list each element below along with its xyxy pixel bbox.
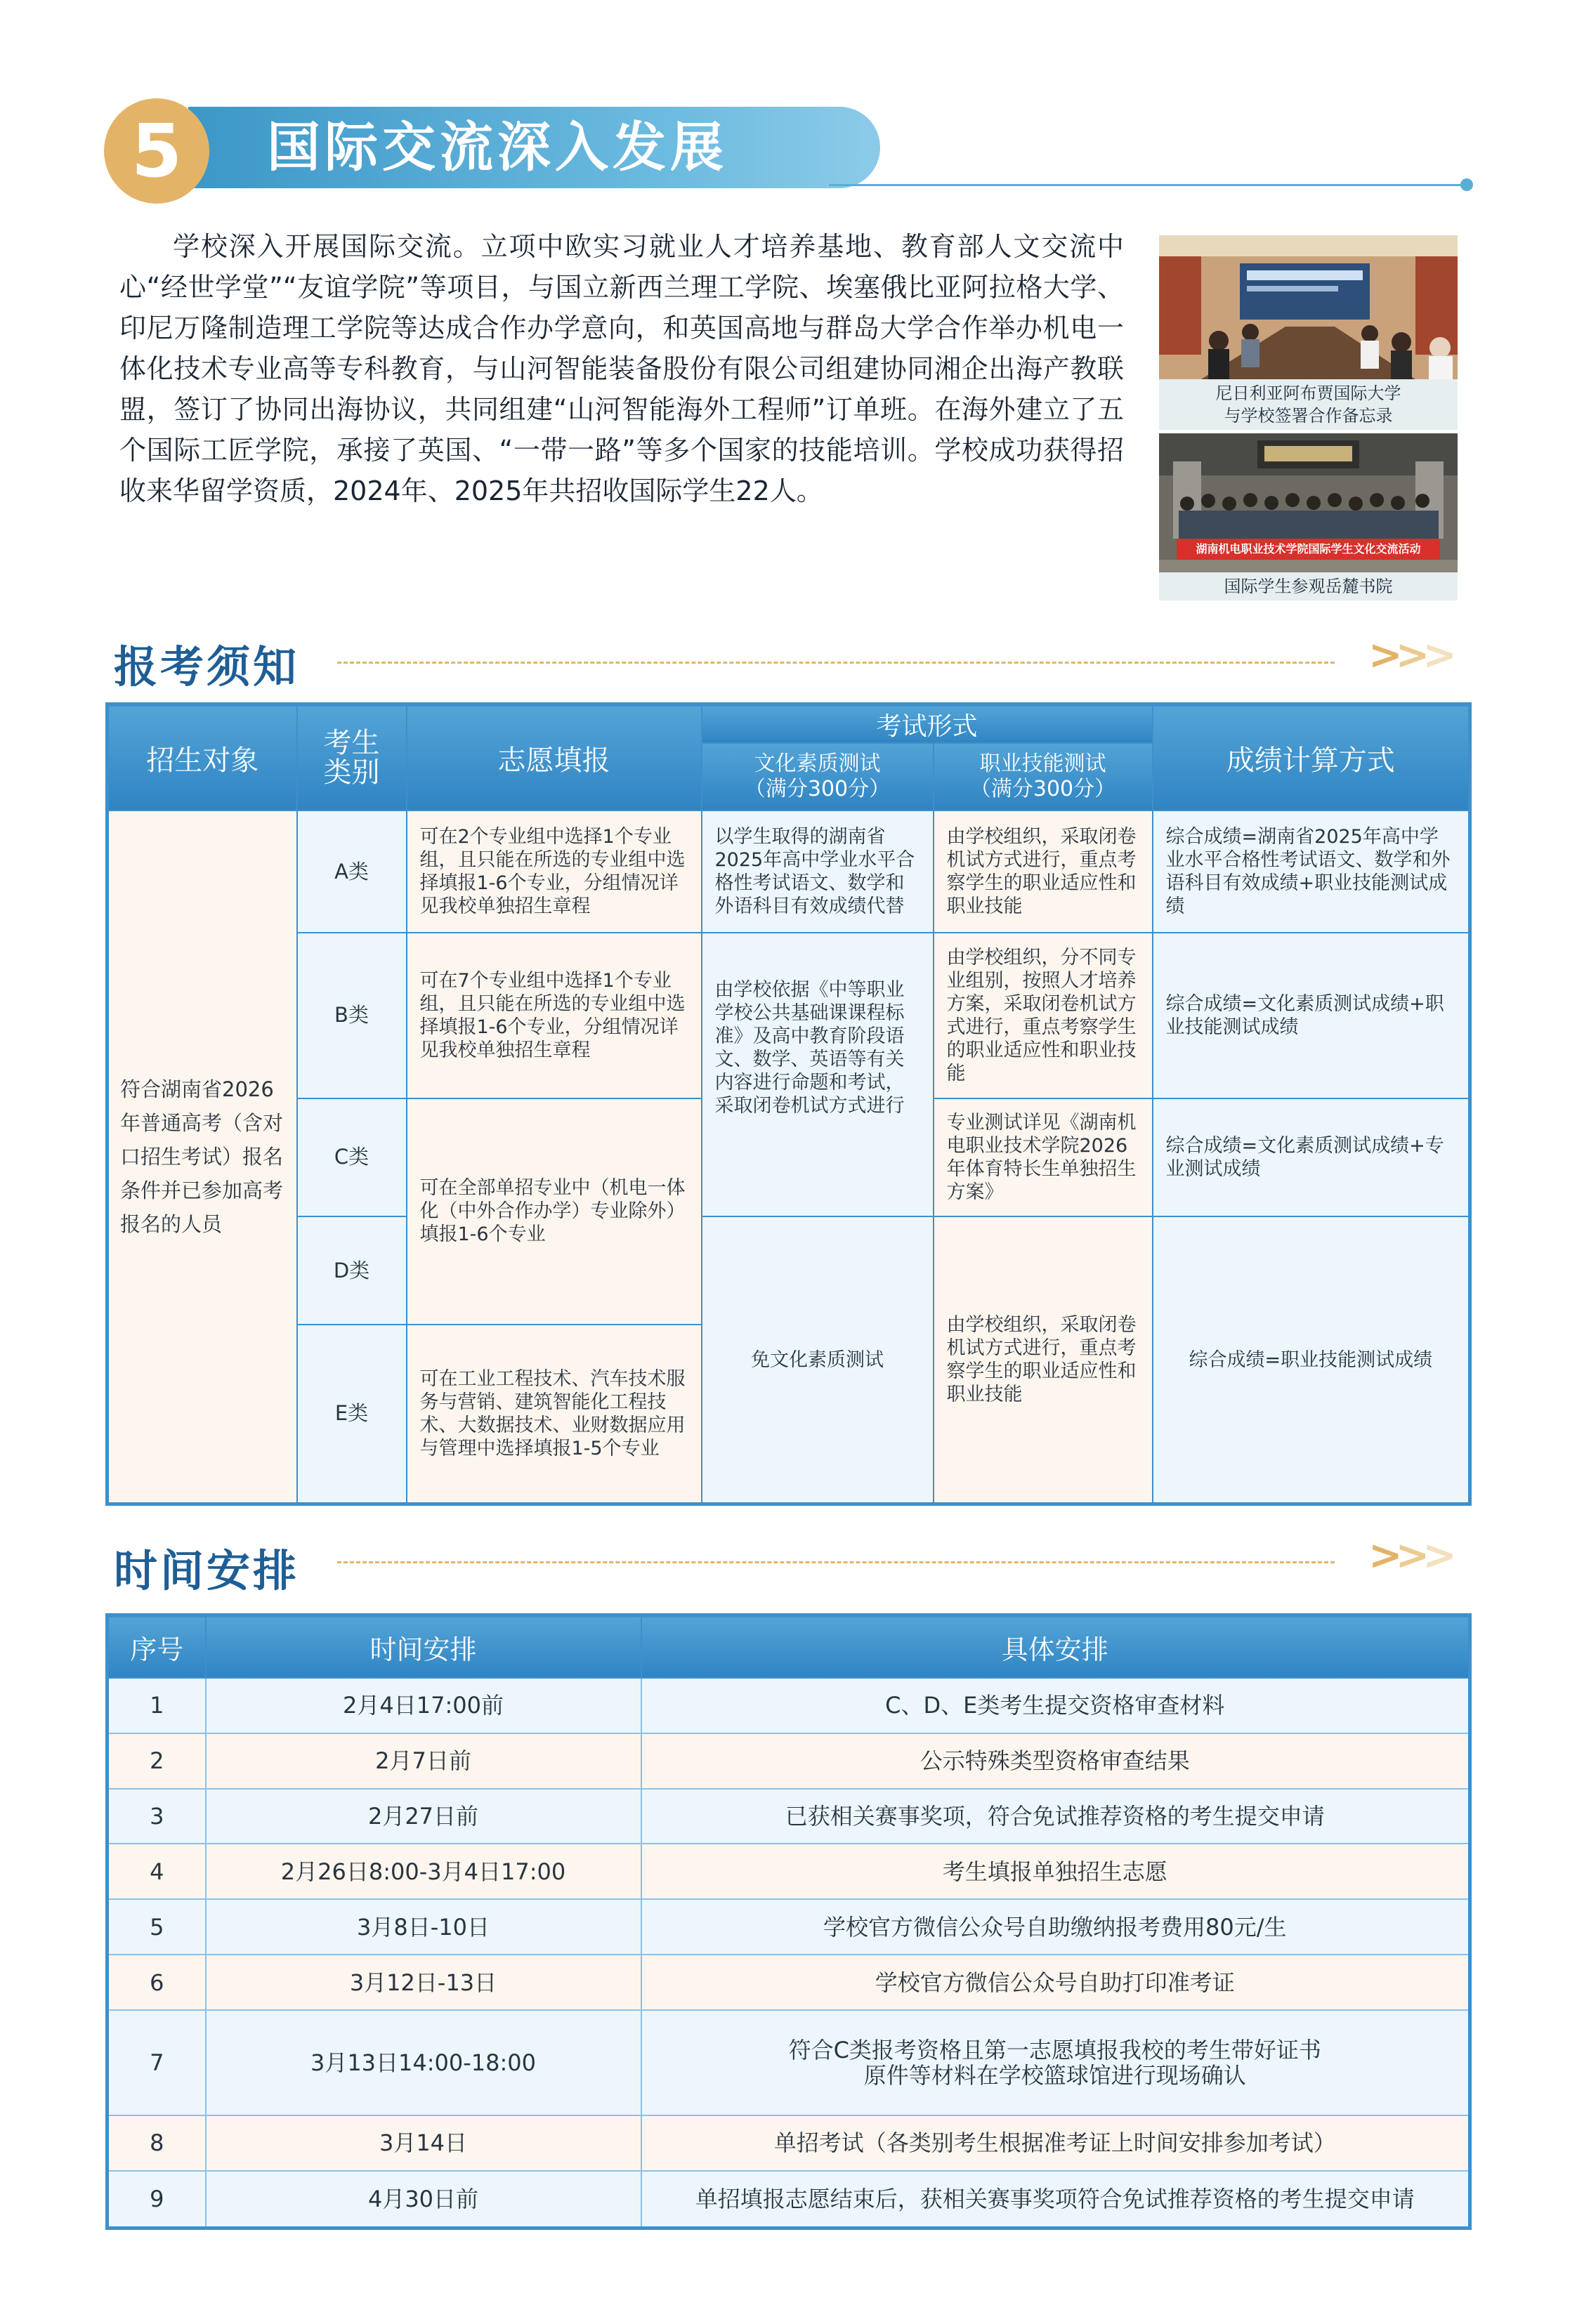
preference-cd: 可在全部单招专业中（机电一体化（中外合作办学）专业除外）填报1-6个专业 [407, 1098, 702, 1325]
header-detail: 具体安排 [641, 1615, 1470, 1679]
table-row: 7 3月13日14:00-18:00 符合C类报考资格且第一志愿填报我校的考生带好证书 原件等材料在学校篮球馆进行现场确认 [107, 2010, 1470, 2115]
photo-banner-text: 湖南机电职业技术学院国际学生文化交流活动 [1196, 542, 1421, 556]
dashed-divider [337, 1561, 1335, 1563]
photo-signing-ceremony [1159, 235, 1458, 430]
score-a: 综合成绩=湖南省2025年高中学业水平合格性考试语文、数学和外语科目有效成绩+职业技能测试成绩 [1153, 810, 1470, 933]
skill-de: 由学校组织，采取闭卷机试方式进行，重点考察学生的职业适应性和职业技能 [934, 1216, 1153, 1504]
header-culture-test: 文化素质测试 （满分300分） [702, 743, 934, 810]
divider-line [829, 184, 1465, 186]
table-row: 5 3月8日-10日 学校官方微信公众号自助缴纳报考费用80元/生 [107, 1899, 1470, 1955]
photo-caption: 尼日利亚阿布贾国际大学 与学校签署合作备忘录 [1159, 379, 1458, 430]
category-a: A类 [297, 810, 407, 933]
header-time: 时间安排 [206, 1615, 641, 1679]
divider-dot [1460, 178, 1473, 191]
table-row: 9 4月30日前 单招填报志愿结束后，获相关赛事奖项符合免试推荐资格的考生提交申请 [107, 2171, 1470, 2228]
score-c: 综合成绩=文化素质测试成绩+专业测试成绩 [1153, 1098, 1470, 1217]
header-category: 考生 类别 [297, 704, 407, 811]
triple-chevron-icon: >>> [1368, 631, 1450, 678]
score-de: 综合成绩=职业技能测试成绩 [1153, 1216, 1470, 1504]
header-no: 序号 [107, 1615, 206, 1679]
dashed-divider [337, 662, 1335, 664]
skill-b: 由学校组织，分不同专业组别，按照人才培养方案，采取闭卷机试方式进行，重点考察学生的职业适应性和职业技能 [934, 933, 1153, 1098]
table-row: 3 2月27日前 已获相关赛事奖项，符合免试推荐资格的考生提交申请 [107, 1789, 1470, 1844]
skill-c: 专业测试详见《湖南机电职业技术学院2026年体育特长生单独招生方案》 [934, 1098, 1153, 1217]
culture-bc: 由学校依据《中等职业学校公共基础课课程标准》及高中教育阶段语文、数学、英语等有关内容进行命题和考试，采取闭卷机试方式进行 [702, 933, 934, 1216]
table-row: 1 2月4日17:00前 C、D、E类考生提交资格审查材料 [107, 1678, 1470, 1733]
culture-a: 以学生取得的湖南省2025年高中学业水平合格性考试语文、数学和外语科目有效成绩代替 [702, 810, 934, 933]
intro-paragraph: 学校深入开展国际交流。立项中欧实习就业人才培养基地、教育部人文交流中心“经世学堂”“友谊学院”等项目，与国立新西兰理工学院、埃塞俄比亚阿拉格大学、印尼万隆制造理工学院等达成合作办学意向，和英国高地与群岛大学合作举办机电一体化技术专业高等专科教育，与山河智能装备股份有限公司组建协同湘企出海产教联盟，签订了协同出海协议，共同组建“山河智能海外工程师”订单班。在海外建立了五个国际工匠学院，承接了英国、“一带一路”等多个国家的技能培训。学校成功获得招收来华留学资质，2024年、2025年共招收国际学生22人。 [119, 231, 1124, 506]
header-exam-form: 考试形式 [702, 704, 1153, 744]
schedule-table [105, 1613, 1472, 2230]
header-target: 招生对象 [107, 704, 297, 811]
header-skill-test: 职业技能测试 （满分300分） [934, 743, 1153, 810]
preference-e: 可在工业工程技术、汽车技术服务与营销、建筑智能化工程技术、大数据技术、业财数据应用与管理中选择填报1-5个专业 [407, 1325, 702, 1504]
culture-de: 免文化素质测试 [702, 1216, 934, 1504]
category-b: B类 [297, 933, 407, 1098]
header-preference: 志愿填报 [407, 704, 702, 811]
photo-caption: 国际学生参观岳麓书院 [1159, 572, 1458, 600]
preference-a: 可在2个专业组中选择1个专业组，且只能在所选的专业组中选择填报1-6个专业，分组情况详见我校单独招生章程 [407, 810, 702, 933]
section-title: 国际交流深入发展 [267, 116, 728, 178]
score-b: 综合成绩=文化素质测试成绩+职业技能测试成绩 [1153, 933, 1470, 1098]
category-d: D类 [297, 1216, 407, 1324]
skill-a: 由学校组织，采取闭卷机试方式进行，重点考察学生的职业适应性和职业技能 [934, 810, 1153, 933]
admission-table [105, 702, 1472, 1506]
table-row: 6 3月12日-13日 学校官方微信公众号自助打印准考证 [107, 1955, 1470, 2010]
meeting-room-photo [1159, 235, 1458, 379]
table-row: 2 2月7日前 公示特殊类型资格审查结果 [107, 1733, 1470, 1789]
admission-heading: 报考须知 [114, 641, 300, 692]
table-row: 8 3月14日 单招考试（各类别考生根据准考证上时间安排参加考试） [107, 2115, 1470, 2171]
category-c: C类 [297, 1098, 407, 1217]
target-cell: 符合湖南省2026年普通高考（含对口招生考试）报名条件并已参加高考报名的人员 [107, 810, 297, 1504]
table-row: 4 2月26日8:00-3月4日17:00 考生填报单独招生志愿 [107, 1844, 1470, 1899]
preference-b: 可在7个专业组中选择1个专业组，且只能在所选的专业组中选择填报1-6个专业，分组情况详见我校单独招生章程 [407, 933, 702, 1098]
section-number-badge: 5 [104, 98, 209, 204]
schedule-heading: 时间安排 [114, 1545, 300, 1596]
group-photo [1159, 433, 1458, 572]
header-score-method: 成绩计算方式 [1153, 704, 1470, 811]
photo-yuelu-academy [1159, 433, 1458, 600]
triple-chevron-icon: >>> [1368, 1531, 1450, 1579]
category-e: E类 [297, 1325, 407, 1504]
